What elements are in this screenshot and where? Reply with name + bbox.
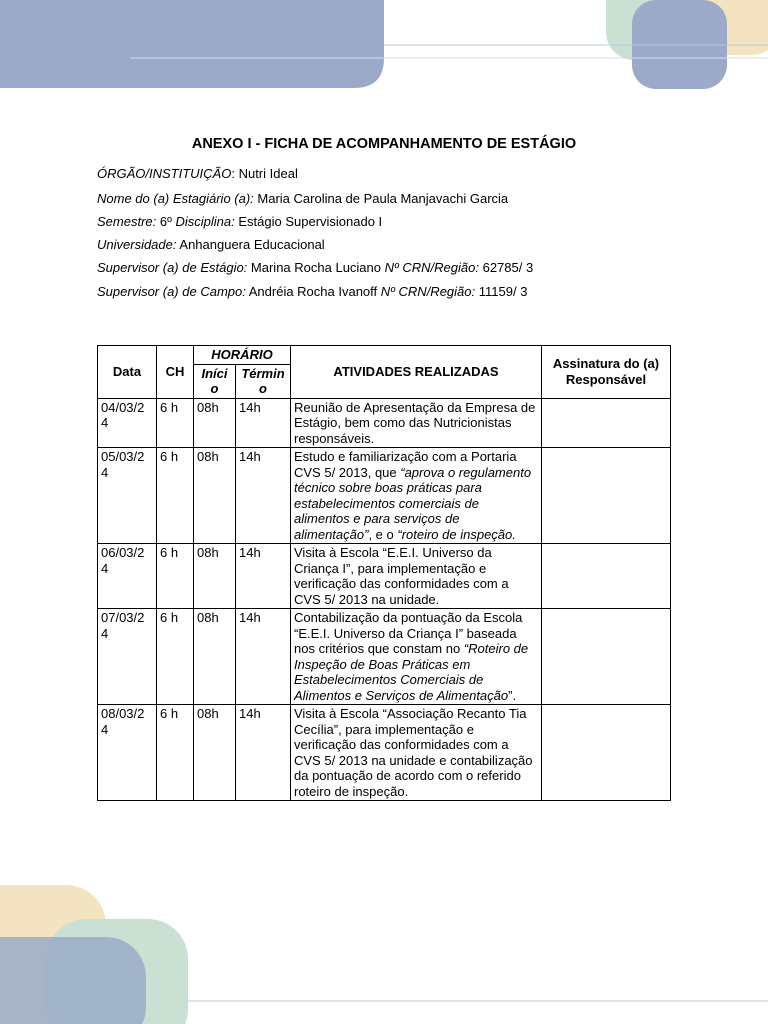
activity-text: Visita à Escola “Associação Recanto Tia Cecília”, para implementação e verificação das conformidades com a CVS 5/ 2013 na unidade e contabilização da pontuação de acordo com o referido roteiro de inspeção.: [294, 706, 533, 799]
cell-start: 08h: [194, 705, 236, 801]
cell-start: 08h: [194, 448, 236, 544]
header-decoration: [0, 0, 768, 100]
activity-quote: “roteiro de inspeção.: [397, 526, 516, 542]
cell-end: 14h: [236, 448, 291, 544]
cell-ch: 6 h: [157, 448, 194, 544]
cell-end: 14h: [236, 705, 291, 801]
cell-date: 05/03/2 4: [98, 448, 157, 544]
supervisor-campo-line: [97, 284, 527, 299]
header-termino: Términ o: [236, 364, 291, 398]
activity-text: Contabilização da pontuação da Escola “E.E.I. Universo da Criança I” baseada nos critérios que constam no: [294, 610, 523, 656]
cell-ch: 6 h: [157, 609, 194, 705]
cell-activity: [291, 544, 542, 609]
orgao-value: Nutri Ideal: [238, 166, 298, 181]
cell-signature: [542, 448, 671, 544]
header-horario: HORÁRIO: [194, 346, 291, 365]
orgao-label: ÓRGÃO/INSTITUIÇÃO: [97, 166, 232, 181]
cell-start: 08h: [194, 609, 236, 705]
footer-decoration: [0, 879, 768, 1024]
sup-campo-value: Andréia Rocha Ivanoff: [248, 284, 378, 299]
cell-activity: [291, 705, 542, 801]
header-inicio: Iníci o: [194, 364, 236, 398]
cell-ch: 6 h: [157, 398, 194, 448]
nome-value: Maria Carolina de Paula Manjavachi Garcia: [257, 191, 509, 206]
cell-ch: 6 h: [157, 705, 194, 801]
cell-end: 14h: [236, 609, 291, 705]
table-row: [98, 398, 671, 448]
supervisor-estagio-line: [97, 260, 533, 275]
sup-campo-label: Supervisor (a) de Campo:: [97, 284, 246, 299]
cell-activity: [291, 398, 542, 448]
table-row: [98, 544, 671, 609]
universidade-value: Anhanguera Educacional: [179, 237, 325, 252]
semestre-line: [97, 214, 382, 229]
disciplina-label: Disciplina:: [175, 214, 235, 229]
cell-signature: [542, 398, 671, 448]
document-title: ANEXO I - FICHA DE ACOMPANHAMENTO DE ESTÁGIO: [191, 136, 577, 152]
sup-estagio-value: Marina Rocha Luciano: [250, 260, 381, 275]
cell-end: 14h: [236, 544, 291, 609]
cell-activity: [291, 448, 542, 544]
activity-text: , e o: [368, 526, 398, 542]
activity-text: Estudo e familiarização com a Portaria CVS 5/ 2013, que: [294, 449, 517, 480]
crn-label: Nº CRN/Região:: [384, 260, 479, 275]
cell-signature: [542, 544, 671, 609]
semestre-label: Semestre:: [97, 214, 157, 229]
cell-date: 04/03/2 4: [98, 398, 157, 448]
cell-signature: [542, 705, 671, 801]
sup-estagio-label: Supervisor (a) de Estágio:: [97, 260, 248, 275]
header-assinatura: Assinatura do (a) Responsável: [542, 346, 671, 399]
cell-activity: [291, 609, 542, 705]
cell-date: 06/03/2 4: [98, 544, 157, 609]
cell-start: 08h: [194, 398, 236, 448]
activity-text: Visita à Escola “E.E.I. Universo da Criança I”, para implementação e verificação das conformidades com a CVS 5/ 2013 na unidade.: [294, 545, 509, 607]
crn-label: Nº CRN/Região:: [380, 284, 476, 299]
activity-text: ”.: [508, 687, 517, 703]
sup-campo-crn: 11159/ 3: [478, 284, 528, 299]
nome-label: Nome do (a) Estagiário (a):: [97, 191, 254, 206]
header-data: Data: [98, 346, 157, 399]
semestre-value: 6º: [159, 214, 172, 229]
cell-date: 07/03/2 4: [98, 609, 157, 705]
header-atividades: ATIVIDADES REALIZADAS: [291, 346, 542, 399]
cell-start: 08h: [194, 544, 236, 609]
orgao-line: ÓRGÃO/INSTITUIÇÃO: Nutri Ideal: [97, 166, 298, 181]
cell-ch: 6 h: [157, 544, 194, 609]
activity-quote: “Roteiro de Inspeção de Boas Práticas em Estabelecimentos Comerciais de Alimentos e Serviços de Alimentação: [294, 641, 529, 703]
table-row: [98, 448, 671, 544]
cell-end: 14h: [236, 398, 291, 448]
table-row: [98, 705, 671, 801]
sup-estagio-crn: 62785/ 3: [482, 260, 534, 275]
cell-date: 08/03/2 4: [98, 705, 157, 801]
activity-quote: “aprova o regulamento técnico sobre boas práticas para estabelecimentos comerciais de alimentos e para serviços de alimentação”: [294, 464, 532, 542]
activity-text: Reunião de Apresentação da Empresa de Estágio, bem como das Nutricionistas responsáveis.: [294, 399, 536, 446]
cell-signature: [542, 609, 671, 705]
table-row: [98, 609, 671, 705]
universidade-line: [97, 237, 325, 252]
universidade-label: Universidade:: [97, 237, 177, 252]
nome-line: [97, 191, 508, 206]
disciplina-value: Estágio Supervisionado I: [238, 214, 383, 229]
activities-table: [97, 345, 671, 801]
header-ch: CH: [157, 346, 194, 399]
